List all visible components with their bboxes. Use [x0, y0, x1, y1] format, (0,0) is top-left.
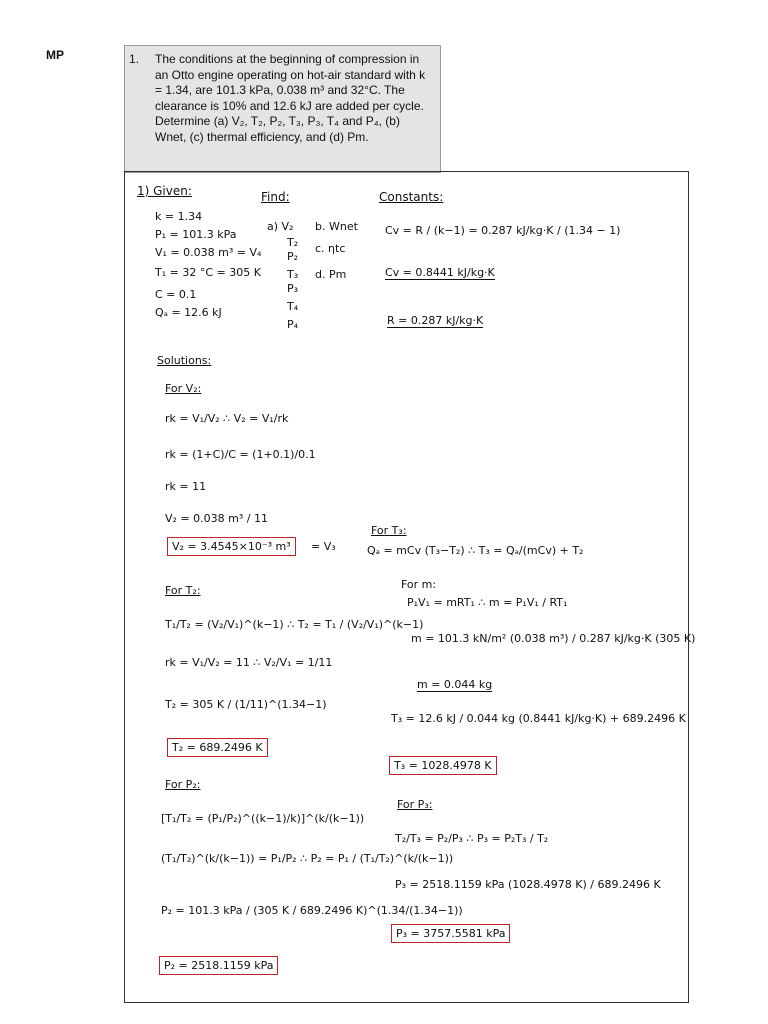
- v2-title: For V₂:: [165, 382, 202, 395]
- find-item: T₂: [287, 236, 299, 249]
- problem-text: The conditions at the beginning of compression in an Otto engine operating on hot-air standard with k = 1.34, are 101.3 kPa, 0.038 m³ and 32°C. The clearance is 10% and 12.6 kJ are added per cycle. Determine (a) V₂, T₂, P₂, T₃, P₃, T₄ and P₄, (b) Wnet, (c) thermal efficiency, and (d) Pm.: [155, 52, 426, 144]
- cv-value: Cv = 0.8441 kJ/kg·K: [385, 266, 495, 279]
- given-item: T₁ = 32 °C = 305 K: [155, 266, 261, 279]
- find-item: P₄: [287, 318, 299, 331]
- find-item: d. Pm: [315, 268, 347, 281]
- given-item: Qₐ = 12.6 kJ: [155, 306, 222, 319]
- p2-line: (T₁/T₂)^(k/(k−1)) = P₁/P₂ ∴ P₂ = P₁ / (T₁/T₂)^(k/(k−1)): [161, 852, 454, 865]
- problem-number: 1.: [129, 52, 140, 66]
- v2-result: V₂ = 3.4545×10⁻³ m³: [167, 537, 296, 556]
- p3-line: T₂/T₃ = P₂/P₃ ∴ P₃ = P₂T₃ / T₂: [395, 832, 549, 845]
- given-item: k = 1.34: [155, 210, 203, 223]
- p3-line: P₃ = 2518.1159 kPa (1028.4978 K) / 689.2496 K: [395, 878, 661, 891]
- find-item: P₂: [287, 250, 299, 263]
- t3-line: For m:: [401, 578, 437, 591]
- t3-calc: T₃ = 12.6 kJ / 0.044 kg (0.8441 kJ/kg·K) + 689.2496 K: [391, 712, 686, 725]
- given-item: P₁ = 101.3 kPa: [155, 228, 237, 241]
- find-item: b. Wnet: [315, 220, 358, 233]
- p2-title: For P₂:: [165, 778, 201, 791]
- find-item: P₃: [287, 282, 299, 295]
- p2-line: P₂ = 101.3 kPa / (305 K / 689.2496 K)^(1.34/(1.34−1)): [161, 904, 463, 917]
- given-item: C = 0.1: [155, 288, 197, 301]
- cv-formula: Cv = R / (k−1) = 0.287 kJ/kg·K / (1.34 − 1): [385, 224, 621, 237]
- header-label: MP: [46, 48, 64, 62]
- solution-sheet: [124, 171, 696, 1003]
- p3-title: For P₃:: [397, 798, 433, 811]
- v2-line: rk = V₁/V₂ ∴ V₂ = V₁/rk: [165, 412, 289, 425]
- t3-title: For T₃:: [371, 524, 407, 537]
- t3-line: P₁V₁ = mRT₁ ∴ m = P₁V₁ / RT₁: [407, 596, 568, 609]
- find-title: Find:: [261, 190, 290, 204]
- t3-line: m = 101.3 kN/m² (0.038 m³) / 0.287 kJ/kg·K (305 K): [411, 632, 696, 645]
- v2-line: rk = 11: [165, 480, 207, 493]
- find-item: T₄: [287, 300, 299, 313]
- given-item: V₁ = 0.038 m³ = V₄: [155, 246, 262, 259]
- find-item: c. ηtc: [315, 242, 346, 255]
- find-item: a) V₂: [267, 220, 294, 233]
- t2-line: T₁/T₂ = (V₂/V₁)^(k−1) ∴ T₂ = T₁ / (V₂/V₁)^(k−1): [165, 618, 424, 631]
- p3-result: P₃ = 3757.5581 kPa: [391, 924, 510, 943]
- m-result: m = 0.044 kg: [417, 678, 493, 691]
- given-title: 1) Given:: [137, 184, 192, 198]
- v2-line: V₂ = 0.038 m³ / 11: [165, 512, 268, 525]
- find-item: T₃: [287, 268, 299, 281]
- t2-line: rk = V₁/V₂ = 11 ∴ V₂/V₁ = 1/11: [165, 656, 333, 669]
- p2-result: P₂ = 2518.1159 kPa: [159, 956, 278, 975]
- v2-line: rk = (1+C)/C = (1+0.1)/0.1: [165, 448, 316, 461]
- solutions-title: Solutions:: [157, 354, 212, 367]
- problem-statement: [124, 45, 441, 173]
- v2-tail: = V₃: [311, 540, 336, 553]
- t2-title: For T₂:: [165, 584, 201, 597]
- t2-line: T₂ = 305 K / (1/11)^(1.34−1): [165, 698, 327, 711]
- p2-line: [T₁/T₂ = (P₁/P₂)^((k−1)/k)]^(k/(k−1)): [161, 812, 365, 825]
- t3-line: Qₐ = mCv (T₃−T₂) ∴ T₃ = Qₐ/(mCv) + T₂: [367, 544, 584, 557]
- t2-result: T₂ = 689.2496 K: [167, 738, 268, 757]
- t3-result: T₃ = 1028.4978 K: [389, 756, 497, 775]
- constants-title: Constants:: [379, 190, 444, 204]
- r-value: R = 0.287 kJ/kg·K: [387, 314, 484, 327]
